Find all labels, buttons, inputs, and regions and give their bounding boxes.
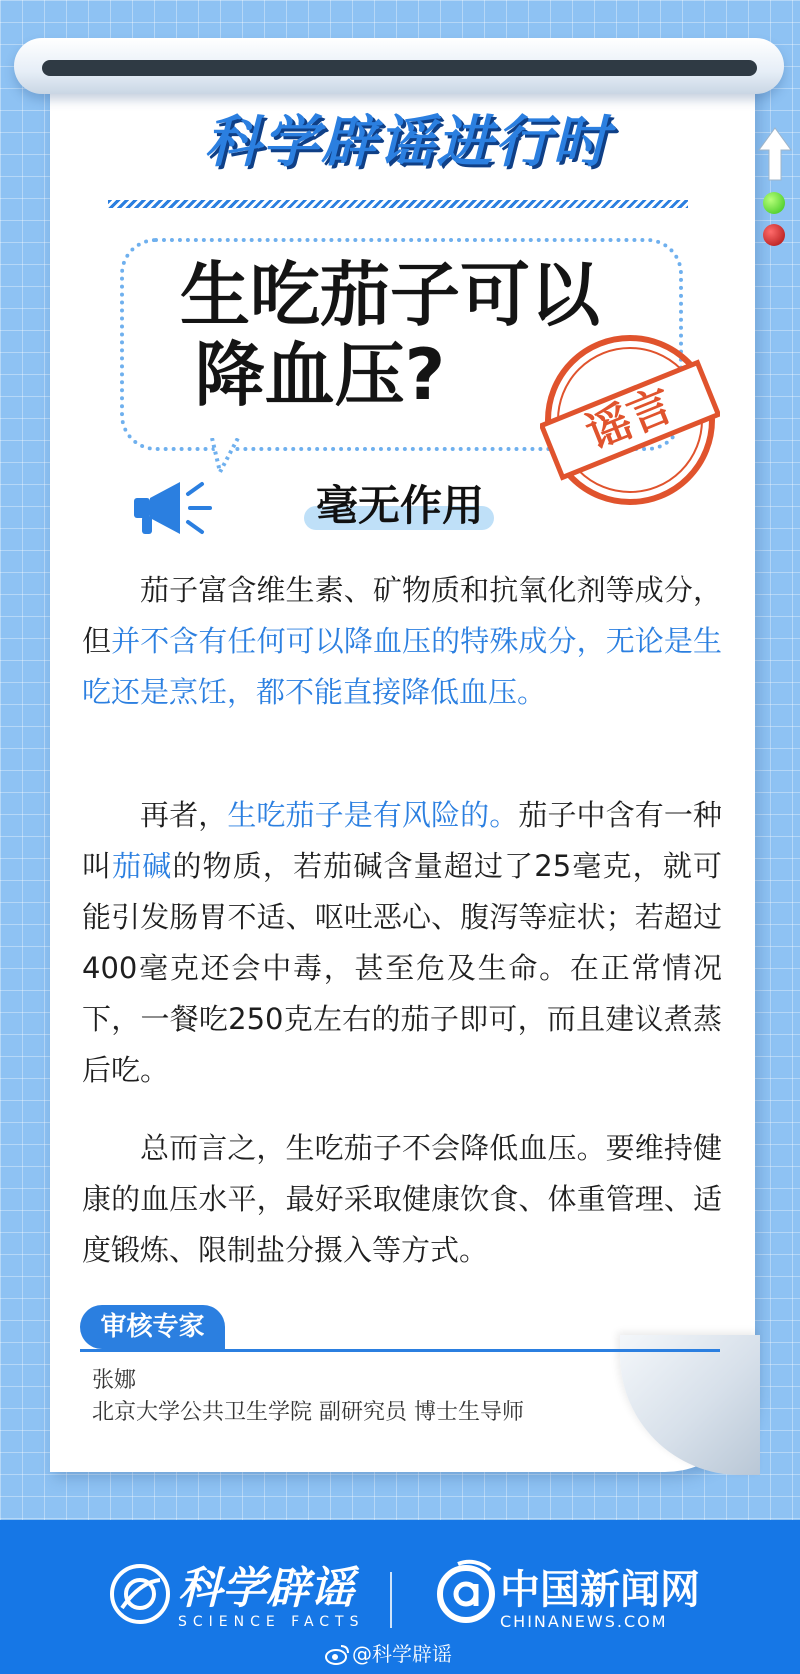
- p2-run: 的物质，若茄碱含量超过了25毫克，就可能引发肠胃不适、呕吐恶心、腹泻等症状；若超过400毫克还会中毒，甚至危及生命。在正常情况下，一餐吃250克左右的茄子即可，而且建议煮蒸后吃。: [82, 849, 722, 1087]
- logo-science-facts-text: 科学辟谣: [178, 1563, 354, 1614]
- expert-tag: 审核专家: [80, 1305, 225, 1349]
- verdict-label: [300, 478, 500, 534]
- paragraph-3: [82, 1123, 722, 1276]
- weibo-icon: [324, 1643, 350, 1665]
- p1-highlight: 并不含有任何可以降血压的特殊成分，无论是生吃还是烹饪，都不能直接降低血压。: [82, 624, 722, 709]
- logo-chinanews-sub: CHINANEWS.COM: [500, 1612, 668, 1631]
- up-arrow-icon: [757, 126, 793, 182]
- question-line-2: 降血压?: [194, 334, 446, 416]
- p1-run: 茄子富含维生素、矿物质和抗氧化剂等成分，但: [82, 573, 722, 658]
- weibo-watermark: @科学辟谣: [352, 1642, 452, 1666]
- p2-highlight-term: 茄碱: [112, 849, 173, 883]
- question-line-1: 生吃茄子可以: [180, 254, 600, 336]
- p3-run: 总而言之，生吃茄子不会降低血压。要维持健康的血压水平，最好采取健康饮食、体重管理、适度锻炼、限制盐分摄入等方式。: [82, 1131, 722, 1267]
- rumor-stamp: [540, 330, 720, 510]
- megaphone-icon: [130, 478, 216, 540]
- red-indicator-dot: [763, 224, 785, 246]
- scroll-roller: [14, 38, 784, 94]
- footer-divider: [390, 1572, 392, 1628]
- p2-run: 再者，: [140, 798, 228, 832]
- p2-highlight: 生吃茄子是有风险的。: [227, 798, 519, 832]
- green-indicator-dot: [763, 192, 785, 214]
- logo-science-facts-sub: SCIENCE FACTS: [178, 1614, 365, 1630]
- expert-name: 张娜: [92, 1368, 137, 1393]
- paragraph-2: [82, 790, 722, 1096]
- logo-chinanews-text: 中国新闻网: [500, 1567, 700, 1613]
- logo-chinanews-icon: [430, 1556, 502, 1628]
- bubble-tail: [210, 438, 240, 474]
- logo-science-facts-icon: [108, 1562, 172, 1626]
- paragraph-1: [82, 565, 722, 718]
- expert-divider: [80, 1349, 720, 1352]
- title-divider: [108, 200, 688, 208]
- verdict-text: 毫无作用: [315, 481, 484, 530]
- scroll-roller-core: [42, 60, 757, 76]
- stamp-text: 谣言: [579, 379, 681, 460]
- expert-title: 北京大学公共卫生学院 副研究员 博士生导师: [92, 1400, 524, 1425]
- p2-run: 茄子中含有一种叫: [82, 798, 722, 883]
- banner-title: 科学辟谣进行时: [204, 110, 611, 175]
